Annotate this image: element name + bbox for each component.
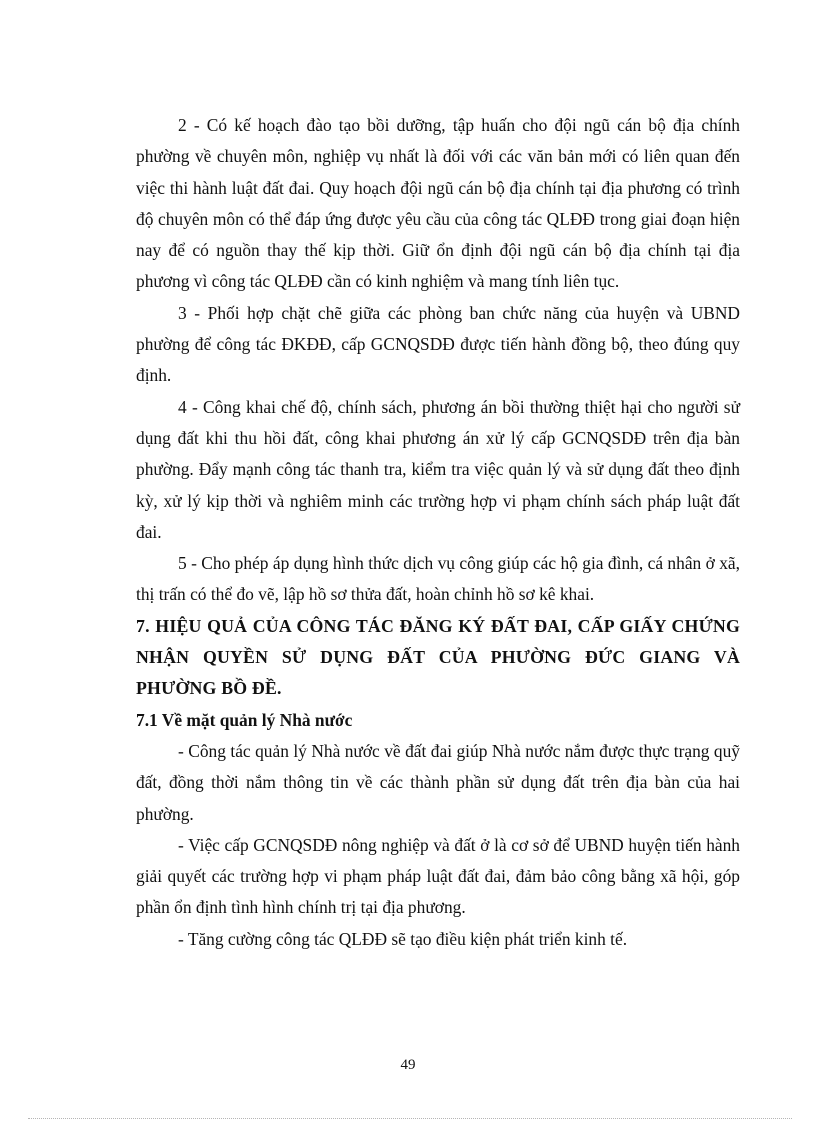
paragraph-disclosure: 4 - Công khai chế độ, chính sách, phương án bồi thường thiệt hại cho người sử dụng đất khi thu hồi đất, công khai phương án xử lý cấp GCNQSDĐ trên địa bàn phường. Đẩy mạnh công tác thanh tra, kiểm tra việc quản lý và sử dụng đất theo định kỳ, xử lý kịp thời và nghiêm minh các trường hợp vi phạm chính sách pháp luật đất đai.: [136, 396, 740, 542]
section-heading: 7. HIỆU QUẢ CỦA CÔNG TÁC ĐĂNG KÝ ĐẤT ĐAI, CẤP GIẤY CHỨNG NHẬN QUYỀN SỬ DỤNG ĐẤT CỦA PHƯỜNG ĐỨC GIANG VÀ PHƯỜNG BỒ ĐỀ.: [136, 615, 740, 699]
paragraph-training-plan: 2 - Có kế hoạch đào tạo bồi dưỡng, tập huấn cho đội ngũ cán bộ địa chính phường về chuyên môn, nghiệp vụ nhất là đối với các văn bản mới có liên quan đến việc thi hành luật đất đai. Quy hoạch đội ngũ cán bộ địa chính tại địa phương có trình độ chuyên môn có thể đáp ứng được yêu cầu của công tác QLĐĐ trong giai đoạn hiện nay để có nguồn thay thế kịp thời. Giữ ổn định đội ngũ cán bộ địa chính tại địa phương vì công tác QLĐĐ cần có kinh nghiệm và mang tính liên tục.: [136, 115, 740, 292]
page-number: 49: [400, 1057, 416, 1073]
list-item: - Việc cấp GCNQSDĐ nông nghiệp và đất ở là cơ sở để UBND huyện tiến hành giải quyết các trường hợp vi phạm pháp luật đất đai, đảm bảo công bằng xã hội, góp phần ổn định tình hình chính trị tại địa phương.: [136, 834, 740, 918]
paragraph-coordination: 3 - Phối hợp chặt chẽ giữa các phòng ban chức năng của huyện và UBND phường để công tác ĐKĐĐ, cấp GCNQSDĐ được tiến hành đồng bộ, theo đúng quy định.: [136, 302, 740, 386]
list-item: - Công tác quản lý Nhà nước về đất đai giúp Nhà nước nắm được thực trạng quỹ đất, đồng thời nắm thông tin về các thành phần sử dụng đất trên địa bàn của hai phường.: [136, 740, 740, 824]
subsection-heading: 7.1 Về mặt quản lý Nhà nước: [136, 709, 353, 730]
paragraph-public-service: 5 - Cho phép áp dụng hình thức dịch vụ công giúp các hộ gia đình, cá nhân ở xã, thị trấn có thể đo vẽ, lập hồ sơ thửa đất, hoàn chỉnh hồ sơ kê khai.: [136, 553, 740, 605]
document-page: [136, 110, 740, 955]
list-item: - Tăng cường công tác QLĐĐ sẽ tạo điều kiện phát triển kinh tế.: [178, 928, 628, 949]
footer-divider: [28, 1118, 792, 1119]
